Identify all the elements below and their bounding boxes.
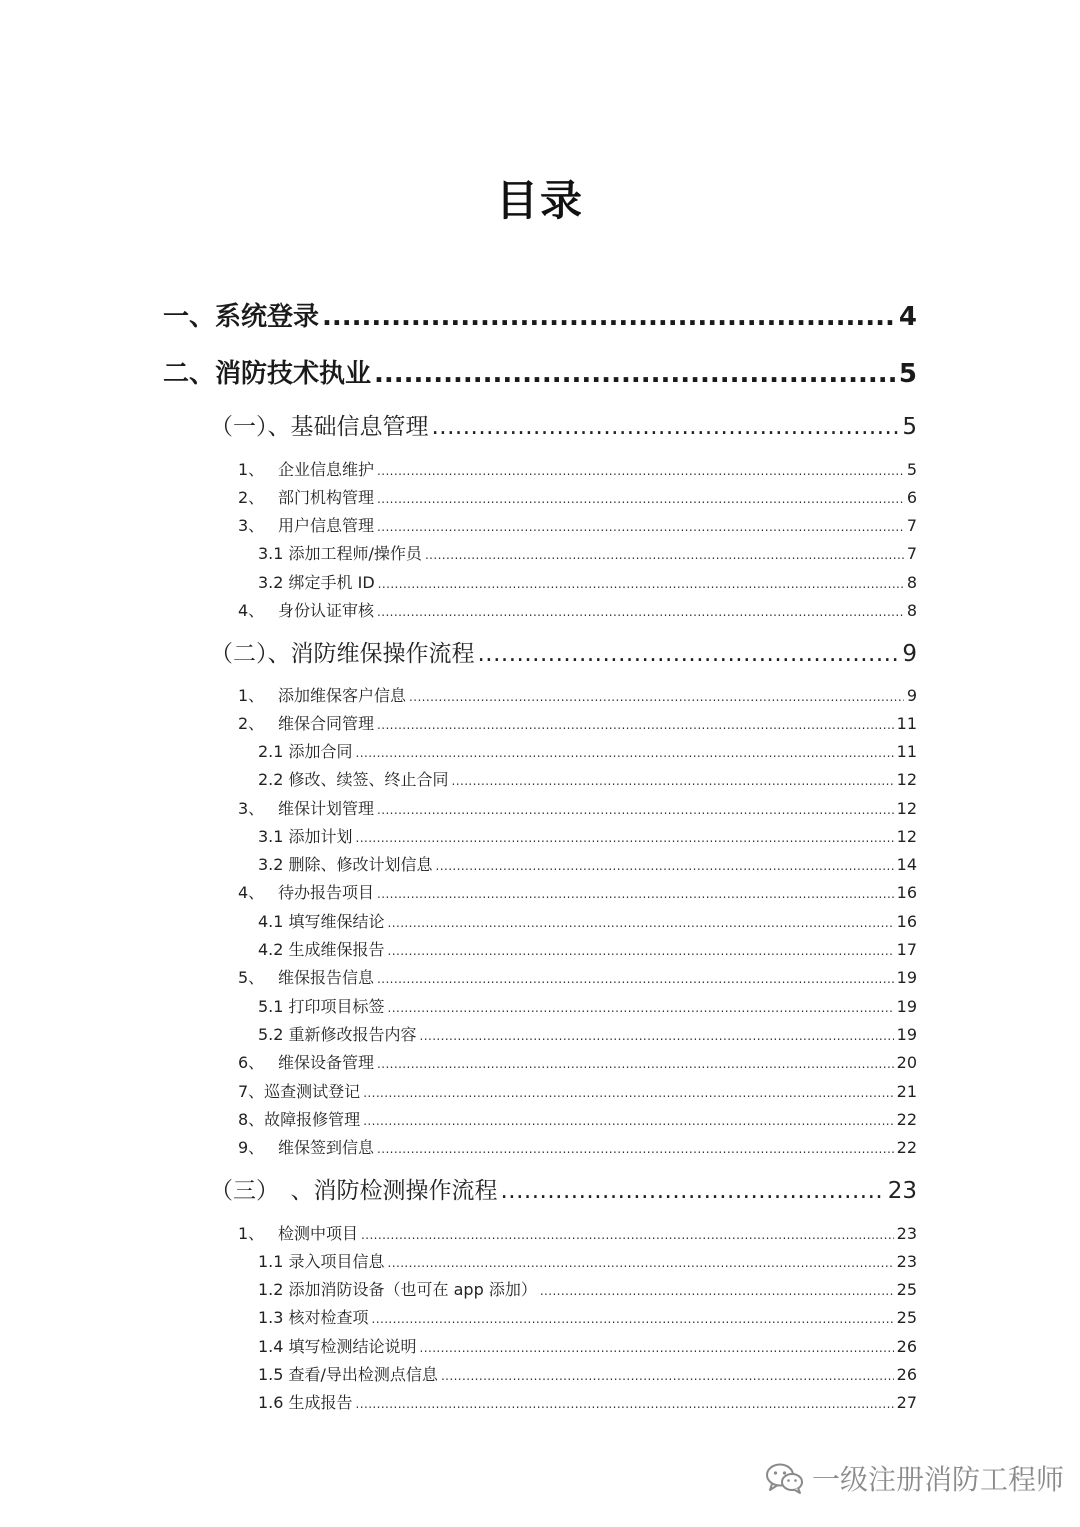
toc-page-number: 20 xyxy=(896,1053,917,1072)
toc-page-number: 14 xyxy=(896,855,917,874)
dot-leader xyxy=(452,770,894,786)
toc-entry-text: 用户信息管理 xyxy=(278,516,375,535)
toc-entry-label: 一、系统登录 xyxy=(163,302,320,332)
dot-leader xyxy=(363,1110,893,1126)
toc-entry-text: 部门机构管理 xyxy=(278,488,375,507)
dot-leader xyxy=(432,414,900,437)
toc-page-number: 9 xyxy=(906,686,917,705)
toc-entry[interactable] xyxy=(238,1107,917,1129)
toc-entry[interactable] xyxy=(238,683,917,705)
toc-entry-label: 3.2 绑定手机 ID xyxy=(258,573,375,592)
dot-leader xyxy=(377,1138,894,1154)
dot-leader xyxy=(540,1280,894,1296)
toc-entry-label: 5.1 打印项目标签 xyxy=(258,997,385,1016)
toc-page-number: 8 xyxy=(906,573,917,592)
dot-leader xyxy=(441,1365,894,1381)
toc-entry[interactable] xyxy=(238,1135,917,1157)
toc-entry[interactable] xyxy=(258,1390,917,1412)
toc-page-number: 25 xyxy=(896,1280,917,1299)
toc-entry-label xyxy=(238,598,374,621)
toc-page-number: 22 xyxy=(896,1138,917,1157)
toc-entry[interactable] xyxy=(258,739,917,761)
toc-entry-label xyxy=(238,880,374,903)
toc-entry[interactable] xyxy=(163,353,917,387)
wechat-icon xyxy=(764,1461,804,1495)
toc-page-number: 21 xyxy=(896,1082,917,1101)
toc-entry-number: 9、 xyxy=(238,1138,265,1157)
dot-leader xyxy=(425,544,904,560)
toc-entry-label: （三） 、消防检测操作流程 xyxy=(210,1178,498,1204)
toc-page-number: 19 xyxy=(896,968,917,987)
dot-leader xyxy=(356,827,894,843)
toc-entry[interactable] xyxy=(238,1221,917,1243)
dot-leader xyxy=(377,1053,894,1069)
toc-page-number: 23 xyxy=(896,1252,917,1271)
dot-leader xyxy=(388,912,894,928)
toc-entry[interactable] xyxy=(210,635,917,665)
toc-entry-label xyxy=(238,513,374,536)
page-title: 目录 xyxy=(495,176,584,225)
toc-entry-text: 维保设备管理 xyxy=(278,1053,375,1072)
toc-page-number: 5 xyxy=(906,460,917,479)
toc-entry-number: 4、 xyxy=(238,883,265,902)
toc-entry-label xyxy=(238,1221,358,1244)
toc-entry-label: 5.2 重新修改报告内容 xyxy=(258,1025,417,1044)
toc-entry[interactable] xyxy=(238,711,917,733)
toc-entry[interactable] xyxy=(258,570,917,592)
toc-entry-label: 8、故障报修管理 xyxy=(238,1110,361,1129)
toc-entry[interactable] xyxy=(258,1249,917,1271)
toc-page-number: 22 xyxy=(896,1110,917,1129)
dot-leader xyxy=(420,1337,894,1353)
dot-leader xyxy=(377,460,904,476)
toc-entry-label: 1.5 查看/导出检测点信息 xyxy=(258,1365,438,1384)
toc-entry-text: 添加维保客户信息 xyxy=(278,686,407,705)
toc-entry[interactable] xyxy=(238,598,917,620)
toc-page-number: 19 xyxy=(896,997,917,1016)
dot-leader xyxy=(372,1308,894,1324)
toc-page-number: 7 xyxy=(906,544,917,563)
toc-page-number: 5 xyxy=(902,414,917,440)
dot-leader xyxy=(388,940,894,956)
toc-entry-label: 4.2 生成维保报告 xyxy=(258,940,385,959)
dot-leader xyxy=(356,1393,894,1409)
toc-page-number: 19 xyxy=(896,1025,917,1044)
toc-entry-label: （二）、消防维保操作流程 xyxy=(210,641,475,667)
toc-entry[interactable] xyxy=(238,1079,917,1101)
dot-leader xyxy=(378,573,904,589)
toc-entry-text: 维保报告信息 xyxy=(278,968,375,987)
dot-leader xyxy=(377,714,894,730)
toc-page-number: 12 xyxy=(896,827,917,846)
toc-entry[interactable] xyxy=(163,296,917,330)
toc-entry-label: 1.3 核对检查项 xyxy=(258,1308,369,1327)
toc-entry-number: 3、 xyxy=(238,516,265,535)
toc-entry[interactable] xyxy=(238,796,917,818)
toc-entry-label: 1.2 添加消防设备（也可在 app 添加） xyxy=(258,1280,537,1299)
toc-entry-label xyxy=(238,1135,374,1158)
dot-leader xyxy=(409,686,904,702)
dot-leader xyxy=(377,883,894,899)
dot-leader xyxy=(501,1178,885,1201)
toc-entry-number: 5、 xyxy=(238,968,265,987)
dot-leader xyxy=(377,799,894,815)
toc-entry[interactable] xyxy=(258,1305,917,1327)
toc-page-number: 16 xyxy=(896,883,917,902)
toc-entry[interactable] xyxy=(210,408,917,438)
toc-entry-number: 3、 xyxy=(238,799,265,818)
toc-entry[interactable] xyxy=(258,767,917,789)
toc-entry[interactable] xyxy=(258,824,917,846)
dot-leader xyxy=(388,1252,894,1268)
toc-entry-text: 身份认证审核 xyxy=(278,601,375,620)
dot-leader xyxy=(374,359,896,385)
toc-entry-number: 1、 xyxy=(238,460,265,479)
toc-entry-text: 维保签到信息 xyxy=(278,1138,375,1157)
toc-entry-label: 3.1 添加工程师/操作员 xyxy=(258,544,422,563)
toc-entry[interactable] xyxy=(238,513,917,535)
toc-entry-label: 1.6 生成报告 xyxy=(258,1393,353,1412)
toc-entry-label xyxy=(238,796,374,819)
toc-page-number: 7 xyxy=(906,516,917,535)
toc-page-number: 9 xyxy=(902,641,917,667)
toc-entry[interactable] xyxy=(258,909,917,931)
toc-page-number: 12 xyxy=(896,770,917,789)
watermark-text: 一级注册消防工程师 xyxy=(812,1463,1065,1496)
dot-leader xyxy=(377,968,894,984)
toc-entry-label xyxy=(238,965,374,988)
toc-entry[interactable] xyxy=(238,457,917,479)
toc-entry-label: 3.1 添加计划 xyxy=(258,827,353,846)
toc-entry-number: 6、 xyxy=(238,1053,265,1072)
toc-entry[interactable] xyxy=(238,965,917,987)
toc-page-number: 26 xyxy=(896,1365,917,1384)
toc-entry[interactable] xyxy=(258,1022,917,1044)
toc-entry-number: 2、 xyxy=(238,488,265,507)
toc-page-number: 16 xyxy=(896,912,917,931)
toc-entry-text: 待办报告项目 xyxy=(278,883,375,902)
toc-entry-text: 维保合同管理 xyxy=(278,714,375,733)
toc-entry-label: （一）、基础信息管理 xyxy=(210,414,429,440)
dot-leader xyxy=(356,742,894,758)
toc-entry-label: 2.1 添加合同 xyxy=(258,742,353,761)
toc-page-number: 26 xyxy=(896,1337,917,1356)
toc-entry-label: 二、消防技术执业 xyxy=(163,359,372,389)
toc-page-number: 27 xyxy=(896,1393,917,1412)
dot-leader xyxy=(420,1025,894,1041)
toc-page-number: 4 xyxy=(898,302,917,332)
dot-leader xyxy=(377,488,904,504)
toc-entry-label xyxy=(238,485,374,508)
toc-entry-label: 1.1 录入项目信息 xyxy=(258,1252,385,1271)
toc-page-number: 11 xyxy=(896,742,917,761)
toc-entry-number: 1、 xyxy=(238,1224,265,1243)
toc-page-number: 23 xyxy=(887,1178,917,1204)
toc-entry[interactable] xyxy=(210,1172,917,1202)
toc-entry-text: 企业信息维护 xyxy=(278,460,375,479)
toc-entry-label: 2.2 修改、续签、终止合同 xyxy=(258,770,449,789)
toc-entry[interactable] xyxy=(238,880,917,902)
toc-entry-number: 2、 xyxy=(238,714,265,733)
toc-entry-label xyxy=(238,683,406,706)
toc-entry-label xyxy=(238,1050,374,1073)
toc-entry-label: 3.2 删除、修改计划信息 xyxy=(258,855,433,874)
dot-leader xyxy=(478,641,900,664)
dot-leader xyxy=(388,997,894,1013)
toc-entry[interactable] xyxy=(238,1050,917,1072)
dot-leader xyxy=(322,302,896,328)
toc-entry-text: 维保计划管理 xyxy=(278,799,375,818)
toc-entry[interactable] xyxy=(258,541,917,563)
watermark xyxy=(764,1458,1064,1498)
toc-entry[interactable] xyxy=(258,1334,917,1356)
toc-entry[interactable] xyxy=(258,1277,917,1299)
dot-leader xyxy=(363,1082,893,1098)
toc-entry-label xyxy=(238,457,374,480)
toc-page-number: 11 xyxy=(896,714,917,733)
toc-page-number: 17 xyxy=(896,940,917,959)
toc-page-number: 25 xyxy=(896,1308,917,1327)
toc-page-number: 12 xyxy=(896,799,917,818)
toc-page-number: 5 xyxy=(898,359,917,389)
toc-page-number: 23 xyxy=(896,1224,917,1243)
dot-leader xyxy=(377,516,904,532)
toc-entry[interactable] xyxy=(238,485,917,507)
toc-entry-label xyxy=(238,711,374,734)
toc-page-number: 8 xyxy=(906,601,917,620)
dot-leader xyxy=(361,1224,894,1240)
toc-entry[interactable] xyxy=(258,1362,917,1384)
toc-entry-label: 7、巡查测试登记 xyxy=(238,1082,361,1101)
toc-page-number: 6 xyxy=(906,488,917,507)
toc-entry-text: 检测中项目 xyxy=(278,1224,359,1243)
toc-entry-label: 1.4 填写检测结论说明 xyxy=(258,1337,417,1356)
toc-entry-label: 4.1 填写维保结论 xyxy=(258,912,385,931)
toc-entry-number: 1、 xyxy=(238,686,265,705)
toc-entry[interactable] xyxy=(258,937,917,959)
toc-entry[interactable] xyxy=(258,852,917,874)
toc-entry-number: 4、 xyxy=(238,601,265,620)
dot-leader xyxy=(436,855,894,871)
dot-leader xyxy=(377,601,904,617)
toc-entry[interactable] xyxy=(258,994,917,1016)
